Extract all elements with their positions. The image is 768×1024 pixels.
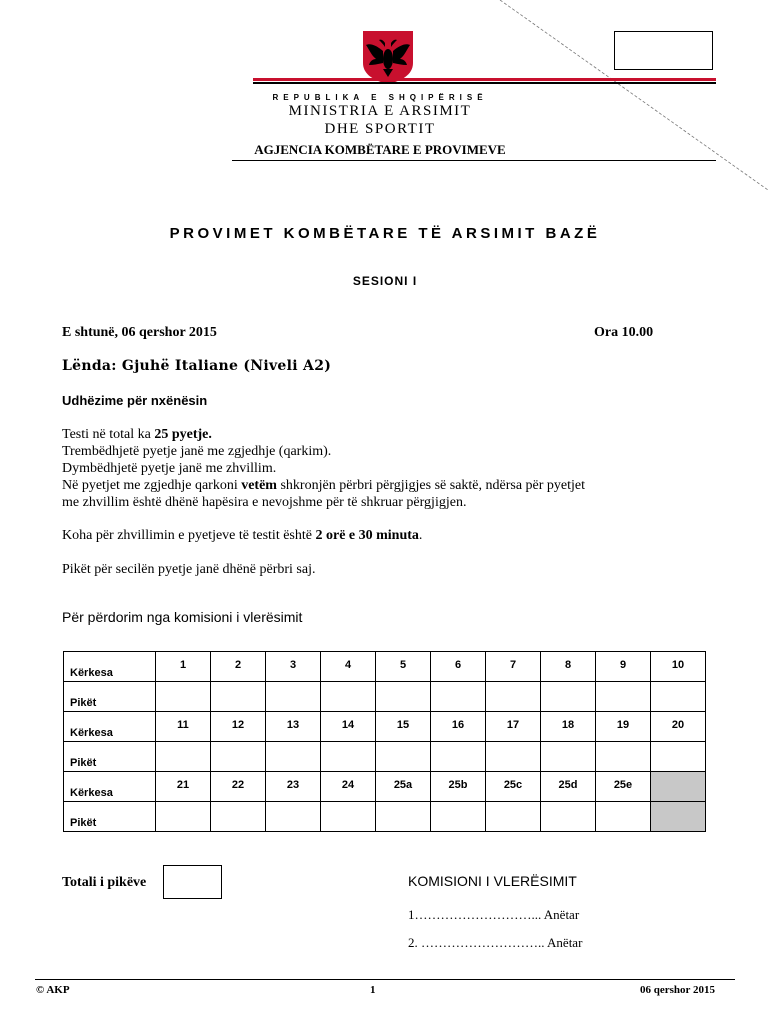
request-number-cell: 25c [486,772,541,802]
points-entry-cell[interactable] [321,742,376,772]
grading-table [63,651,706,832]
footer-rule [35,979,735,980]
request-number-cell: 25b [431,772,486,802]
header-red-rule [253,78,716,81]
request-number-cell: 22 [211,772,266,802]
request-number-cell: 13 [266,712,321,742]
points-entry-cell[interactable] [486,802,541,832]
points-entry-cell[interactable] [156,802,211,832]
request-number-cell: 18 [541,712,596,742]
points-entry-cell[interactable] [651,742,706,772]
request-number-cell: 6 [431,652,486,682]
points-row-label: Pikët [64,742,156,772]
ministry-name: MINISTRIA E ARSIMIT [288,103,472,119]
request-number-cell: 16 [431,712,486,742]
request-number-cell: 10 [651,652,706,682]
request-number-cell: 12 [211,712,266,742]
request-number-cell: 3 [266,652,321,682]
total-points-box[interactable] [163,865,222,899]
commission-member-1: 1………………………... Anëtar [408,907,580,922]
points-entry-cell[interactable] [376,742,431,772]
request-number-cell: 4 [321,652,376,682]
instruction-line-3: Dymbëdhjetë pyetje janë me zhvillim. [62,461,277,476]
request-number-cell: 24 [321,772,376,802]
commission-title: KOMISIONI I VLERËSIMIT [408,873,577,889]
header-divider [232,160,716,161]
points-entry-cell[interactable] [321,802,376,832]
request-number-cell: 21 [156,772,211,802]
request-number-cell [651,772,706,802]
request-number-cell: 25e [596,772,651,802]
points-entry-cell[interactable] [651,682,706,712]
session-label: SESIONI I [352,274,418,288]
albanian-eagle-icon [361,29,415,85]
request-number-cell: 1 [156,652,211,682]
points-entry-cell[interactable] [266,802,321,832]
request-row-label: Kërkesa [64,652,156,682]
instruction-line-2: Trembëdhjetë pyetje janë me zgjedhje (qarkim). [62,444,332,459]
request-number-cell: 15 [376,712,431,742]
points-row [64,742,706,772]
points-entry-cell[interactable] [211,742,266,772]
request-number-cell: 11 [156,712,211,742]
ministry-name-line2: DHE SPORTIT [324,121,436,137]
points-row-label: Pikët [64,682,156,712]
request-number-cell: 25d [541,772,596,802]
points-entry-cell[interactable] [431,802,486,832]
commission-member-2: 2. ……………………….. Anëtar [408,935,583,950]
points-row [64,802,706,832]
points-entry-cell[interactable] [266,682,321,712]
request-row [64,772,706,802]
request-number-cell: 19 [596,712,651,742]
request-number-cell: 14 [321,712,376,742]
total-points-label: Totali i pikëve [62,875,147,890]
points-entry-cell[interactable] [596,682,651,712]
footer-copyright: © AKP [36,984,70,996]
points-entry-cell[interactable] [376,802,431,832]
exam-date: E shtunë, 06 qershor 2015 [62,325,217,340]
points-entry-cell[interactable] [541,742,596,772]
subject-line: Lënda: Gjuhë Italiane (Niveli A2) [62,358,332,374]
header-black-rule [253,82,716,84]
points-entry-cell[interactable] [211,682,266,712]
points-instruction: Pikët për secilën pyetje janë dhënë përbri saj. [62,562,316,577]
request-number-cell: 8 [541,652,596,682]
request-number-cell: 9 [596,652,651,682]
request-row [64,652,706,682]
request-number-cell: 25a [376,772,431,802]
points-row [64,682,706,712]
points-entry-cell[interactable] [211,802,266,832]
points-entry-cell[interactable] [156,682,211,712]
time-instruction: Koha për zhvillimin e pyetjeve të testit është 2 orë e 30 minuta. [62,528,423,543]
request-number-cell: 23 [266,772,321,802]
points-entry-cell[interactable] [596,802,651,832]
country-name: REPUBLIKA E SHQIPËRISË [272,93,488,102]
points-entry-cell[interactable] [486,742,541,772]
request-number-cell: 20 [651,712,706,742]
request-number-cell: 2 [211,652,266,682]
agency-name: AGJENCIA KOMBËTARE E PROVIMEVE [254,142,506,157]
request-number-cell: 7 [486,652,541,682]
request-row-label: Kërkesa [64,772,156,802]
exam-time: Ora 10.00 [594,325,654,340]
request-row-label: Kërkesa [64,712,156,742]
instruction-line-5: me zhvillim është dhënë hapësira e nevojshme për të shkruar përgjigjen. [62,495,467,510]
instruction-line-1: Testi në total ka 25 pyetje. [62,427,212,442]
points-entry-cell[interactable] [266,742,321,772]
code-box [614,31,713,70]
points-entry-cell[interactable] [431,682,486,712]
points-entry-cell[interactable] [156,742,211,772]
instructions-block [62,426,712,511]
points-entry-cell [651,802,706,832]
request-number-cell: 5 [376,652,431,682]
exam-title: PROVIMET KOMBËTARE TË ARSIMIT BAZË [169,225,601,242]
instruction-line-4: Në pyetjet me zgjedhje qarkoni vetëm shkronjën përbri përgjigjes së saktë, ndërsa për pyetjet [62,478,586,493]
footer-date: 06 qershor 2015 [640,984,715,996]
request-number-cell: 17 [486,712,541,742]
points-row-label: Pikët [64,802,156,832]
points-entry-cell[interactable] [486,682,541,712]
points-entry-cell[interactable] [541,682,596,712]
instructions-heading: Udhëzime për nxënësin [62,393,208,408]
grading-section-heading: Për përdorim nga komisioni i vlerësimit [62,609,303,625]
footer-page-number: 1 [370,984,376,996]
request-row [64,712,706,742]
points-entry-cell[interactable] [596,742,651,772]
points-entry-cell[interactable] [321,682,376,712]
points-entry-cell[interactable] [376,682,431,712]
points-entry-cell[interactable] [431,742,486,772]
points-entry-cell[interactable] [541,802,596,832]
